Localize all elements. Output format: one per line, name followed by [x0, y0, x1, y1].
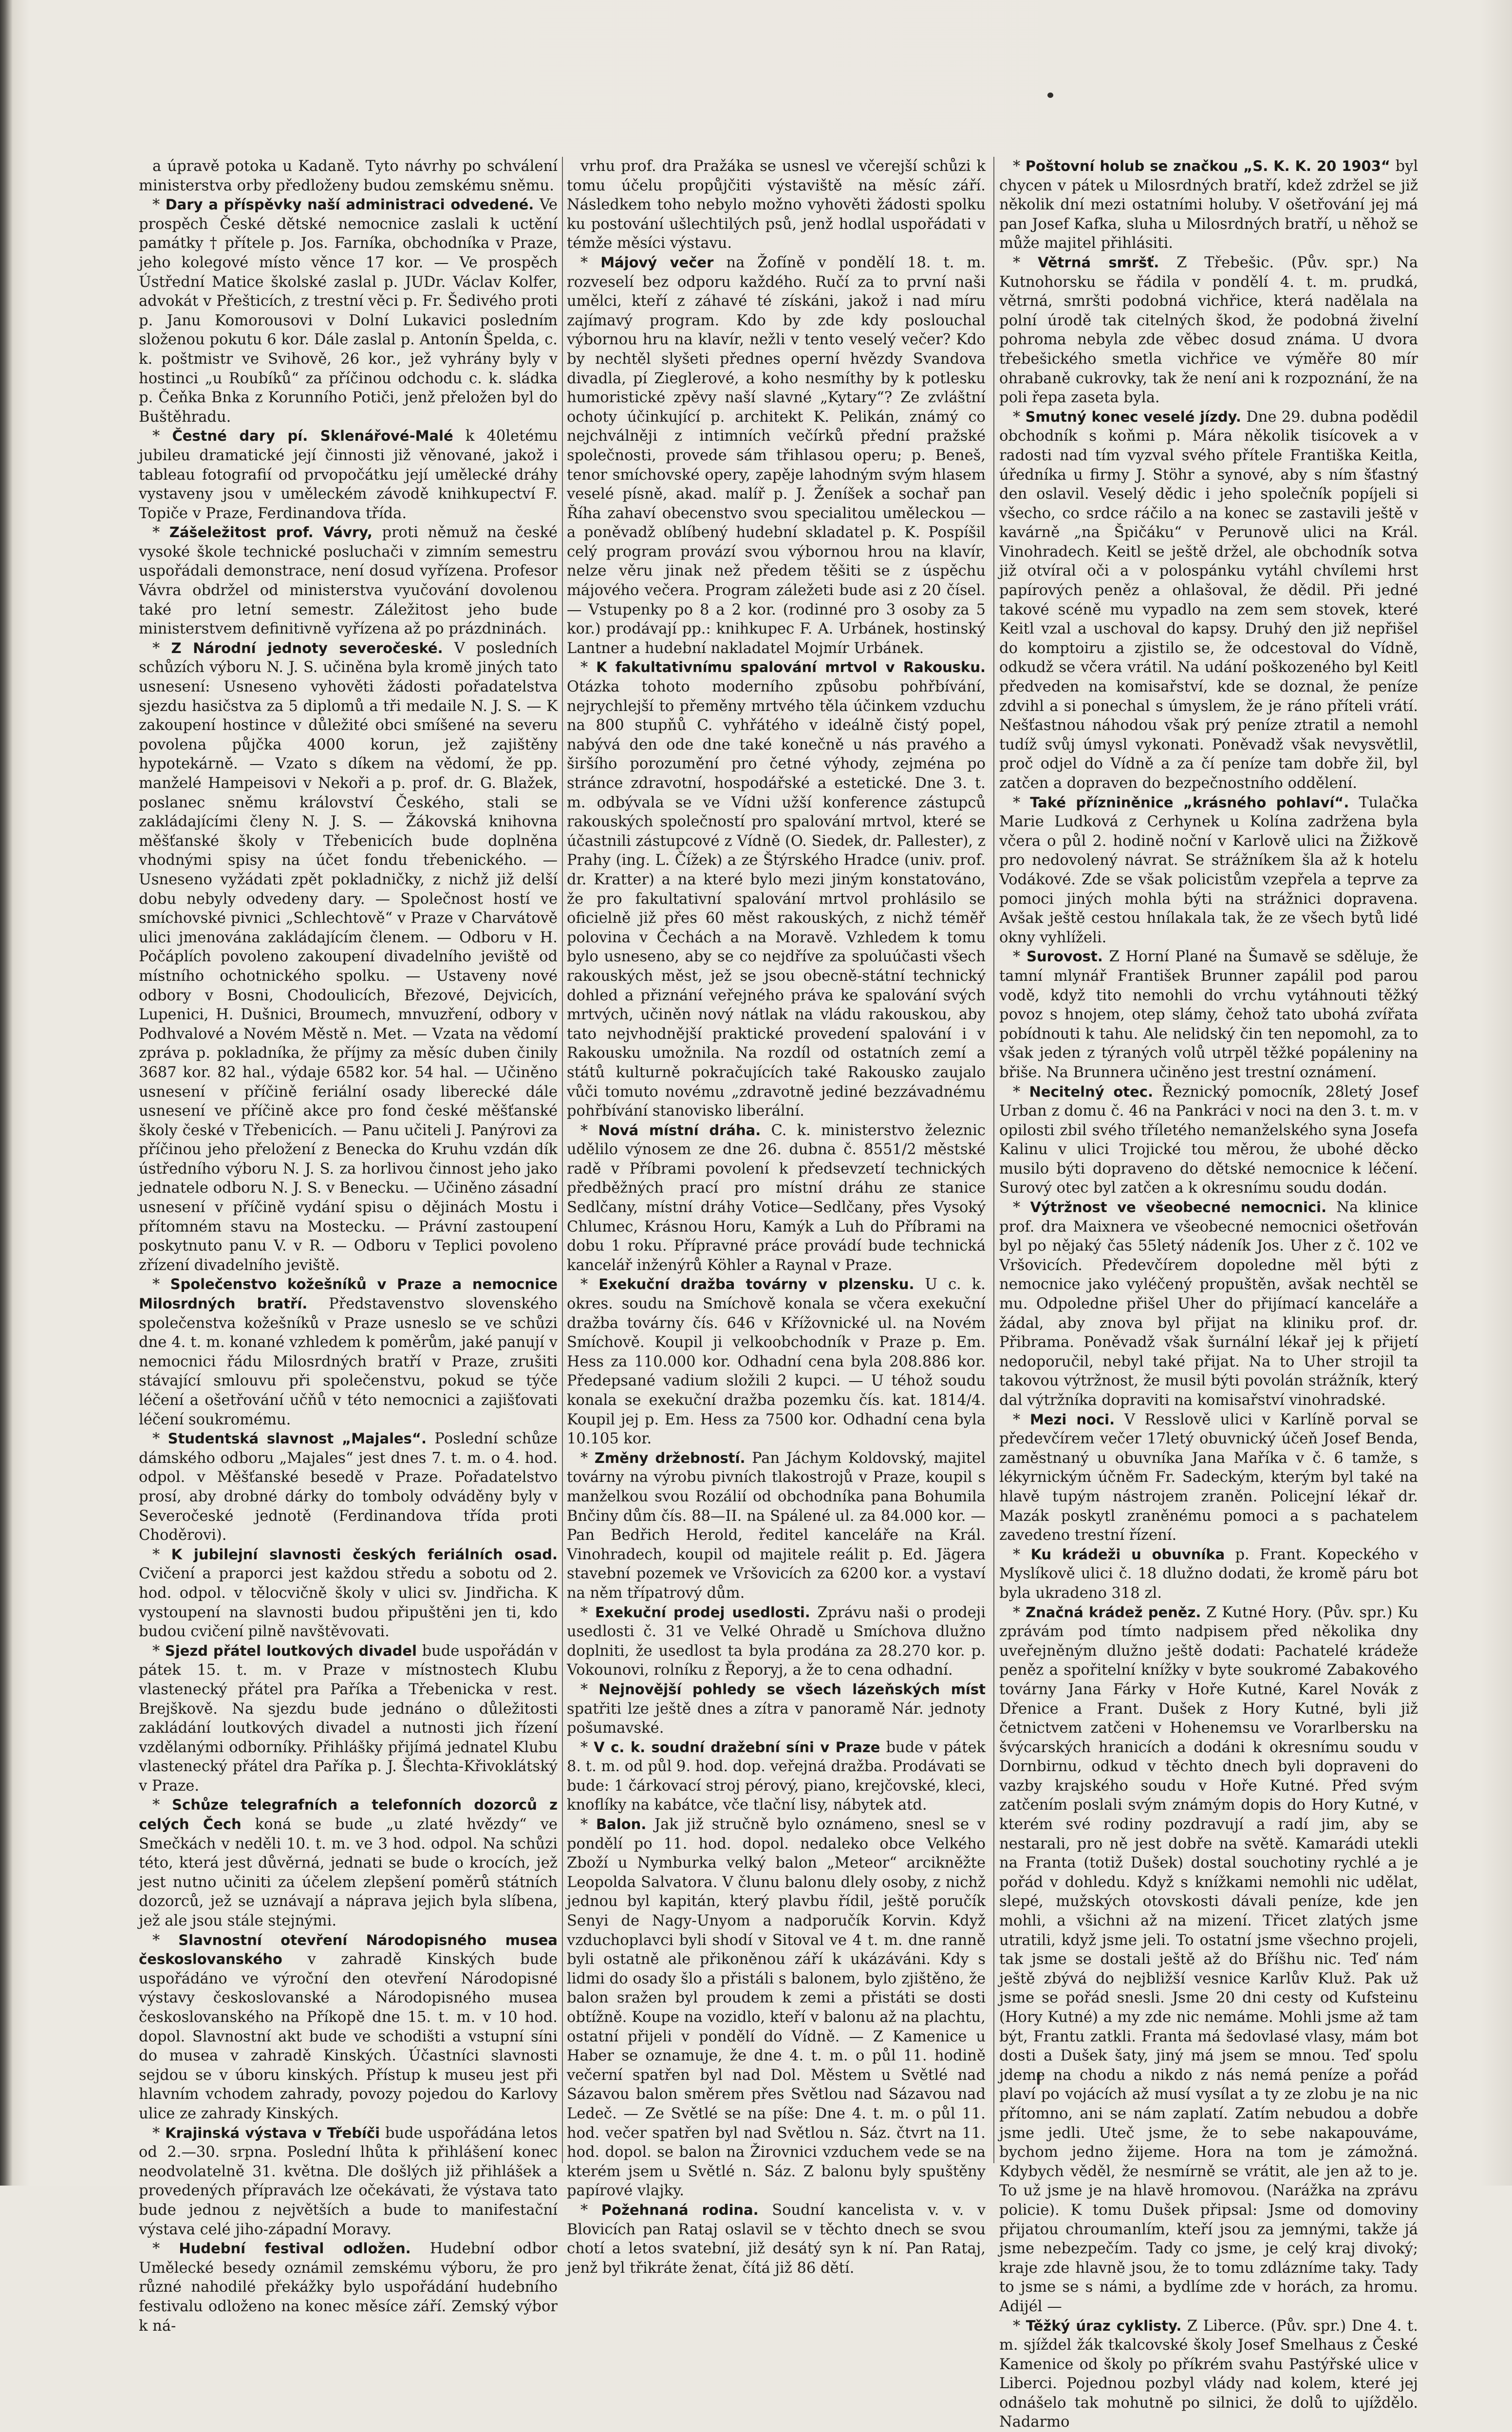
- news-item: [567, 1738, 986, 1815]
- news-item: [567, 1121, 986, 1275]
- news-body: Představenstvo slovenského společenstva kožešníků v Praze usneslo se ve schůzi dne 4. t. m. konané vzhledem k poměrům, jaké panují v nemocnici řádu Milosrdných bratří v Praze, zrušiti stávající smlouvu při společenstvu, pokud se týče léčení a ošetřování učňů v této nemocnici a zajišťovati léčení soukromému.: [139, 1295, 558, 1428]
- news-headline: Požehnaná rodina.: [601, 2202, 759, 2218]
- news-body: Z Liberce. (Pův. spr.) Dne 4. t. m. sjíždel žák tkalcovské školy Josef Smelhaus z České Kamenice od školy po příkrém svahu Pastýřské ulice v Liberci. Pojednou pozbyl vlády nad kolem, které jej odnášelo tak mohutně po silnici, že dolů to ujíždělo. Nadarmo: [999, 2318, 1418, 2431]
- news-headline: Větrná smršť.: [1038, 254, 1159, 271]
- asterisk-glyph: *: [152, 2240, 179, 2257]
- news-headline: Ku krádeži u obuvníka: [1031, 1546, 1225, 1563]
- news-body: Ve prospěch České dětské nemocnice zaslali k uctění památky † přítele p. Jos. Farníka, obchodníka v Praze, jeho kolegové místo věnce 17 kor. — Ve prospěch Ústřední Matice školské zaslal p. JUDr. Václav Kolfer, advokát v Přešticích, z trestní věci p. Fr. Šedivého proti p. Janu Komorousovi v Dolní Lukavici posledním složenou pokutu 6 kor. Dále zaslal p. Antonín Špelda, c. k. poštmistr ve Svihově, 26 kor., jež vyhrány byly v hostinci „u Roubíků“ za příčinou odchodu c. k. sládka p. Čeňka Bnka z Korunního Potiči, jenž přeložen byl do Buštěhradu.: [139, 196, 558, 426]
- text-column-3: [999, 157, 1418, 2163]
- news-headline: Sjezd přátel loutkových divadel: [165, 1643, 417, 1659]
- news-body: p. Frant. Kopeckého v Myslíkově ulici č. 18 dlužno dodati, že kromě páru bot byla ukradeno 318 zl.: [999, 1546, 1418, 1602]
- asterisk-glyph: *: [580, 1122, 598, 1139]
- text-column-1: [139, 157, 558, 2163]
- news-item: [139, 1429, 558, 1545]
- news-body: bude uspořádána letos od 2.—30. srpna. Poslední lhůta k přihlášení konec neodvolatelně 31. května. Dle došlých již přihlášek a provedených přípravách lze očekávati, že výstava tato bude jednou z největších a bude to manifestační výstava celé jiho-západní Moravy.: [139, 2125, 558, 2238]
- news-headline: Změny držebností.: [595, 1450, 746, 1466]
- news-headline: Dary a příspěvky naší administraci odvedené.: [166, 196, 534, 213]
- asterisk-glyph: *: [152, 524, 169, 541]
- asterisk-glyph: *: [580, 2202, 601, 2219]
- asterisk-glyph: *: [152, 1546, 171, 1563]
- asterisk-glyph: *: [152, 428, 172, 445]
- news-headline: Studentská slavnost „Majales“.: [168, 1430, 427, 1447]
- news-item: [139, 523, 558, 639]
- asterisk-glyph: *: [152, 196, 166, 213]
- news-item: [139, 2239, 558, 2336]
- news-item: [139, 1931, 558, 2124]
- news-body: Tulačka Marie Ludková z Cerhynek u Kolína zadržena byla včera o půl 2. hodině noční v Karlově ulici na Žižkově pro nedovolený návrat. Se strážníkem šla až k hotelu Vodákové. Zde se však policistům vzepřela a teprve za pomoci jiných mohla býti na strážnici dopravena. Avšak ještě cestou hnílakala tak, že ze všech bytů lidé okny vyhlíželi.: [999, 794, 1418, 946]
- news-headline: Smutný konec veselé jízdy.: [1026, 409, 1241, 425]
- news-item: [567, 658, 986, 1121]
- asterisk-glyph: *: [1013, 409, 1026, 426]
- news-body: Z Kutné Hory. (Pův. spr.) Ku zprávám pod tímto nadpisem před několika dny uveřejněným dlužno ještě dodati: Pachatelé krádeže peněz a spořitelní knížky v byte soukromé Zabakového továrny Jana Fárky v Hoře Kutné, Karel Novák z Dřenice a Frant. Dušek z Hory Kutné, byli již četnictvem zatčeni v Hohenemsu ve Vorarlbersku na švýcarských hranicích a dodáni k okresnímu soudu v Dornbirnu, odkud v těchto dnech byli dopraveni do vazby krajského soudu v Hoře Kutné. Před svým zatčením poslali svým známým dopis do Hory Kutné, v kterém své rodiny pozdravují a radí jim, aby se nestarali, pro ně jest dobře na světě. Kamarádi utekli na Franta (totiž Dušek) dostal souchotiny rychlé a je pořád v dohledu. Když s knížkami nemohli nic udělat, slepé, mužských otovskosti dávali peníze, kde jen mohli, a všichni až na mizení. Třicet zlatých jsme utratili, když jsme jeli. To ostatní jsme všechno projeli, tak jsme se dostali ještě až do Bříšhu nic. Teď nám ještě zbývá do nejbližší vesnice Karlův Kluž. Pak už jsme se pořád snesli. Jsme 20 dni cesty od Kufsteinu (Hory Kutné) a my zde nic nemáme. Mohli jsme až tam být, Frantu zatkli. Franta má šedovlasé vlasy, mám bot dosti a Dušek šaty, jiný má jsem se mnou. Teď spolu jdeme na chodu a nikdo z nás nemá peníze a pořád plaví po vojácích až musí vysílat a ty ze zlobu je na nic přítomno, ani se nám zaplatí. Zatím nebudou a dobře jsme jedli. Uteč jsme, že to sebe nakapouváme, bychom jedno žijeme. Hora na tom je zámožná. Kdybych věděl, že nesmírně se vrátit, ale jen až to je. To už jsme je na hlavě hromovou. (Narážka na zprávu policie). K tomu Dušek připsal: Jsme od domoviny přijatou chroumanlím, kteří jsou za jemnými, takže já jsme nebezpečím. Tady co jsme, je celý kraj divoký; kraje zde hlavně jsou, že to tomu zdlázníme taky. Tady to jsme se s námi, a bydlíme zde v horách, za hromu. Adijél —: [999, 1604, 1418, 2315]
- news-body: Otázka tohoto moderního způsobu pohřbívání, nejrychlejší to přeměny mrtvého těla účinkem vzduchu na 800 stupňů C. vyhřátého v ideálně čistý popel, nabývá den ode dne také konečně u nás pravého a širšího porozumění pro četné výhody, zejména po stránce zdravotní, hospodářské a estetické. Dne 3. t. m. odbývala se ve Vídni užší konference zástupců rakouských společností pro spalování mrtvol, které se účastnili zástupcové z Vídně (O. Siedek, dr. Pallester), z Prahy (ing. L. Čížek) a ze Štýrského Hradce (univ. prof. dr. Kratter) a na které bylo mezi jiným konstatováno, že pro fakultativní spalování mrtvol prohlásilo se oficielně již přes 60 měst rakouských, z nichž téměř polovina v Čechách a na Moravě. Vzhledem k tomu bylo usneseno, aby se co nejdříve za spoluúčasti všech rakouských měst, jež se jsou obecně-státní technický dohled a přiznání veřejného práva ke spalování svých mrtvých, učiněn nový nátlak na vládu rakouskou, aby tato nejvhodnější praktické provedení spalování i v Rakousku umožnila. Na rozdíl od ostatních zemí a států kulturně pokračujících také Rakousko zaujalo vůči tomuto novému „zdravotně jediné bezzávadnému pohřbívání stanovisko liberální.: [567, 678, 986, 1120]
- asterisk-glyph: *: [152, 1932, 178, 1949]
- news-body: Jak již stručně bylo oznámeno, snesl se v pondělí po 11. hod. dopol. nedaleko obce Velkého Zboží u Nymburka velký balon „Meteor“ arcikněžte Leopolda Salvatora. V člunu balonu dlely osoby, z nichž jednou byl kapitán, který plavbu řídil, ještě poručík Senyi de Nagy-Unyom a nadporučík Korvin. Když vzduchoplavci byli shodí v Sitoval ve 4 t. m. dne ranně byli ostatně ale přikoněnou září k ukázáváni. Kdy s lidmi do osady šlo a přistáli s balonem, bylo zjištěno, že balon sražen byl proudem k zemi a přistáti se dosti obtížně. Koupe na vozidlo, kteří v balonu až na plachtu, ostatní přijeli v pondělí do Vídně. — Z Kamenice u Haber se oznamuje, že dne 4. t. m. o půl 11. hodině večerní spatřen byl nad Dol. Městem u Světlé nad Sázavou balon směrem přes Světlou nad Sázavou nad Ledeč. — Ze Světlé se na píše: Dne 4. t. m. o půl 11. hod. večer spatřen byl nad Světlou n. Sáz. čtvrt na 11. hod. dopol. se balon na Žirovnici vzduchem vede se na kterém jsem u Světlé n. Sáz. Z balonu byly spuštěny papírové vlajky.: [567, 1816, 986, 2199]
- news-item: [139, 639, 558, 1275]
- news-item: [999, 947, 1418, 1082]
- news-item: [999, 2317, 1418, 2432]
- news-body: C. k. ministerstvo železnic udělilo výnosem ze dne 26. dubna č. 8551/2 městské radě v Příbrami povolení k předsevzetí technických předběžných prací pro místní dráhu ze stanice Sedlčany, místní dráhy Votice—Sedlčany, přes Vysoký Chlumec, Krásnou Horu, Kamýk a Luh do Příbrami na dobu 1 roku. Přípravné práce provádí bude technická kancelář inženýrů Köhler a Raynal v Praze.: [567, 1122, 986, 1274]
- news-headline: Necitelný otec.: [1029, 1084, 1153, 1100]
- news-headline: Mezi noci.: [1030, 1411, 1115, 1428]
- news-body: Pan Jáchym Koldovský, majitel továrny na výrobu pivních tlakostrojů v Praze, koupil s manželkou svou Rozálií od obchodníka pana Bohumila Bnčiny dům čís. 88—II. na Spálené ul. za 84.000 kor. — Pan Bedřich Herold, ředitel kanceláře na Král. Vinohradech, koupil od majitele reálit p. Ed. Jägera stavební pozemek ve Vršovicích za 6200 kor. a vystaví na něm třípatrový dům.: [567, 1450, 986, 1602]
- asterisk-glyph: *: [580, 1816, 596, 1833]
- news-item: [567, 157, 986, 253]
- news-body: V Resslově ulici v Karlíně porval se předevčírem večer 17letý obuvnický účeň Josef Benda, zaměstnaný u obuvníka Jana Maříka v č. 6 tamže, s lékyrnickým účněm Fr. Sadeckým, kterým byl také na hlavě tupým nástrojem zraněn. Policejní lékař dr. Mazák poskytl zraněnému pomoci a s pachatelem zavedeno trestní řízení.: [999, 1411, 1418, 1544]
- asterisk-glyph: *: [580, 254, 600, 271]
- news-item: [139, 427, 558, 523]
- news-item: [999, 1083, 1418, 1198]
- news-headline: Značná krádež peněz.: [1026, 1604, 1201, 1621]
- news-item: [567, 1275, 986, 1448]
- news-item: [139, 1796, 558, 1930]
- asterisk-glyph: *: [152, 2125, 165, 2142]
- asterisk-glyph: *: [1013, 1604, 1026, 1621]
- news-headline: Surovost.: [1027, 948, 1103, 965]
- news-body: Z Horní Plané na Šumavě se sděluje, že tamní mlynář František Brunner zapálil pod parou vodě, když tito nemohli do vrchu vytáhnouti těžký povoz s hnojem, otep slámy, čehož tato ubohá zvířata pobídnouti k tahu. Ale nelidský čin ten nepomohl, za to však jeden z týraných volů utrpěl těžké popáleniny na břiše. Na Brunnera učiněno jest trestní oznámení.: [999, 948, 1418, 1081]
- news-item: [999, 408, 1418, 793]
- news-body: v zahradě Kinských bude uspořádáno ve výroční den otevření Národopisné výstavy českoslovanské a Národopisného musea českoslovanského na Příkopě dne 15. t. m. v 10 hod. dopol. Slavnostní akt bude ve schodišti a vstupní síni do musea v zahradě Kinských. Účastníci slavnosti sejdou se v úboru kinských. Přístup k museu jest při hlavním vchodem zahrady, povozy pojedou do Karlovy ulice ze zahrady Kinských.: [139, 1951, 558, 2122]
- news-body: proti němuž na české vysoké škole technické posluchači v zimním semestru uspořádali demonstrace, není dosud vyřízena. Profesor Vávra obdržel od ministerstva vyučování dovolenou také pro letní semestr. Záležitost jeho bude ministerstvem definitivně vyřízena až po prázdninách.: [139, 524, 558, 637]
- column-rule: [993, 157, 994, 2163]
- asterisk-glyph: *: [580, 1276, 598, 1293]
- news-item: [139, 1545, 558, 1642]
- news-headline: Těžký úraz cyklisty.: [1026, 2318, 1182, 2334]
- news-item: [567, 253, 986, 658]
- asterisk-glyph: *: [1013, 1411, 1030, 1428]
- news-body: bude uspořádán v pátek 15. t. m. v Praze v místnostech Klubu vlastenecký přátel pra Paříka a Třebenicka v rest. Brejškově. Na sjezdu bude jednáno o důležitosti zakládání loutkových divadel a nutnosti jich řízení vzdělanými odborníky. Přihlášky přijímá jednatel Klubu vlastenecký přátel dra Paříka p. J. Šlechta-Křivoklátský v Praze.: [139, 1643, 558, 1795]
- news-item: [999, 1198, 1418, 1410]
- news-headline: V c. k. soudní dražební síni v Praze: [594, 1739, 880, 1756]
- asterisk-glyph: *: [580, 1681, 598, 1698]
- news-headline: Nejnovější pohledy se všech lázeňských míst: [598, 1681, 986, 1698]
- asterisk-glyph: *: [1013, 2318, 1026, 2335]
- news-headline: K fakultativnímu spalování mrtvol v Rakousku.: [596, 659, 986, 675]
- news-body: Dne 29. dubna podědil obchodník s koňmi p. Mára několik tisícovek a v radosti nad tím vyzval svého přítele Františka Keitla, úředníka u firmy J. Stöhr a synové, aby s ním šťastný den oslavil. Veselý dědic i jeho společník popíjeli si všecho, co srdce ráčilo a na konec se zastavili ještě v kavárně „na Špičáku“ v Perunově ulici na Král. Vinohradech. Keitl se ještě držel, ale obchodník sotva již otvíral oči a v polospánku vytáhl chvílemi hrst papírových peněz a ohlašoval, že dědil. Při jedné takové scéně mu vypadlo na zem sem stovek, které Keitl vzal a uschoval do kapsy. Druhý den již nepřišel do komptoiru a zjistilo se, že odcestoval do Vídně, odkudž se včera vrátil. Na udání poškozeného byl Keitl předveden na komisařství, kde se doznal, že peníze zdvihl a si ponechal s úmyslem, že je ráno příteli vrátí. Nešťastnou náhodou však prý peníze ztratil a nemohl tudíž svůj úmysl vykonati. Poněvadž však nevysvětlil, proč odjel do Vídně a za čí peníze tam dobře žil, byl zatčen a dopraven do bezpečnostního oddělení.: [999, 409, 1418, 792]
- news-body: V posledních schůzích výboru N. J. S. učiněna byla kromě jiných tato usnesení: Usneseno vyhověti žádosti pořadatelstva sjezdu hasičstva za 5 diplomů a tři medaile N. J. S. — K zakoupení hostince v důležité obci smíšené na severu povolena půjčka 4000 korun, jež zajištěny hypotekárně. — Vzato s díkem na vědomí, že pp. manželé Hampeisovi v Nekoři a p. prof. dr. G. Blažek, poslanec sněmu království Českého, stali se zakládajícími členy N. J. S. — Žákovská knihovna měšťanské školy v Třebenicích bude doplněna vhodnými spisy na účet fondu třebenického. — Usneseno vyžádati zpět pokladničky, z nichž již delší dobu nebyly odvedeny dary. — Společnost hostí ve smíchovské pivnici „Schlechtově“ v Praze v Charvátově ulici jmenována zakládajícím členem. — Odboru v H. Počáplích povoleno zakoupení divadelního jeviště od místního ochotnického spolku. — Ustaveny nové odbory v Bosni, Chodoulicích, Březové, Dejvicích, Lupenici, H. Dušnici, Broumech, mnvuzření, odbory v Podhvalové a Novém Městě n. Met. — Vzata na vědomí zpráva p. pokladníka, že příjmy za měsíc duben činily 3687 kor. 82 hal., výdaje 6582 kor. 54 hal. — Učiněno usnesení v příčině feriální osady liberecké dále usnesení ve příčině akce pro fond české měšťanské školy české v Třebenicích. — Panu učiteli J. Panýrovi za příčinou jeho přeložení z Benecka do Kruhu vzdán dík ústředního výboru N. J. S. za horlivou činnost jeho jako jednatele odboru N. J. S. v Benecku. — Učiněno zásadní usnesení v příčině vydání spisu o dějinách Mostu i přítomném stavu na Mostecku. — Právní zastoupení poskytnuto panu V. v R. — Odboru v Teplici povoleno zřízení divadelního jeviště.: [139, 640, 558, 1274]
- news-body: na Žofíně v pondělí 18. t. m. rozveselí bez odporu každého. Ručí za to první naši umělci, kteří z záhavé té získáni, jakož i nad míru zajímavý program. Kdo by zde kdy poslouchal výbornou hru na klavír, nežli v tento veselý večer? Kdo by nechtěl slyšeti přednes operní hvězdy Svandova divadla, pí Zieglerové, a koho nesmíthy by k potlesku humoristické zpěvy naší slavné „Kytary“? Ze zvláštní ochoty účinkující p. architekt K. Pelikán, známý co nejchválněji z intimních večírků přední pražské společnosti, provede sám třihlasou operu; p. Beneš, tenor smíchovské opery, zapěje lahodným svým hlasem veselé písně, akad. malíř p. J. Ženíšek a sochař pan Říha zahaví obecenstvo svou specialitou uměleckou — a poněvadž oblíbený hudební skladatel p. K. Pospíšil celý program provází svou výbornou hrou na klavír, nelze věru jinak než předem těšiti se z úspěchu májového večera. Program záležeti bude asi z 20 čísel. — Vstupenky po 8 a 2 kor. (rodinné pro 3 osoby za 5 kor.) prodávají pp.: knihkupec F. A. Urbánek, hostinský Lantner a hudební nakladatel Mojmír Urbánek.: [567, 254, 986, 657]
- asterisk-glyph: *: [1013, 948, 1027, 965]
- news-headline: Krajinská výstava v Třebíči: [165, 2125, 380, 2141]
- ink-spot: [1047, 93, 1053, 98]
- news-headline: Nová místní dráha.: [598, 1122, 761, 1139]
- news-item: [999, 1603, 1418, 2317]
- news-item: [999, 253, 1418, 408]
- asterisk-glyph: *: [580, 659, 596, 676]
- news-item: [999, 1410, 1418, 1545]
- news-headline: Balon.: [596, 1816, 646, 1833]
- news-body: byl chycen v pátek u Milosrdných bratří, kdež zdržel se již několik dní mezi ostatními holuby. V ošetřování jej má pan Josef Kafka, sluha u Milosrdných bratří, u něhož se může majitel přihlásiti.: [999, 158, 1418, 252]
- asterisk-glyph: *: [152, 1643, 165, 1660]
- news-item: [567, 1680, 986, 1738]
- news-body: Soudní kancelista v. v. v Blovicích pan Rataj oslavil se v těchto dnech se svou chotí a letos svatební, již desátý syn k ní. Pan Rataj, jenž byl třikráte ženat, čítá již 86 dětí.: [567, 2202, 986, 2277]
- asterisk-glyph: *: [1013, 1199, 1030, 1216]
- news-item: [999, 1545, 1418, 1603]
- news-body: a úpravě potoka u Kadaně. Tyto návrhy po schválení ministerstva orby předloženy budou zemskému sněmu.: [139, 158, 558, 194]
- news-headline: Poštovní holub se značkou „S. K. K. 20 1903“: [1026, 158, 1390, 174]
- asterisk-glyph: *: [152, 1276, 170, 1293]
- asterisk-glyph: *: [152, 1796, 172, 1814]
- news-headline: Výtržnost ve všeobecné nemocnici.: [1030, 1199, 1326, 1216]
- asterisk-glyph: *: [1013, 254, 1038, 271]
- news-body: vrhu prof. dra Pražáka se usnesl ve včerejší schůzi k tomu účelu propůjčiti výstaviště na měsíc září. Následkem toho nebylo možno vyhověti žádosti spolku ku postování ušlechtilých psů, jenž hodlal uspořádati v témže měsíci výstavu.: [567, 158, 986, 252]
- asterisk-glyph: *: [1013, 1084, 1029, 1101]
- news-body: Zprávu naši o prodeji usedlosti č. 31 ve Velké Ohradě u Smíchova dlužno doplniti, že usedlost ta byla prodána za 28.270 kor. p. Vokounovi, rolníku z Řeporyj, a že to cena odhadní.: [567, 1604, 986, 1679]
- news-body: Na klinice prof. dra Maixnera ve všeobecné nemocnici ošetřován byl po nějaký čas 55letý nádeník Jos. Uher z č. 102 ve Vršovicích. Předevčírem dopoledne měl býti z nemocnice jako vyléčený propuštěn, avšak nechtěl se mu. Odpoledne přišel Uher do přijímací kanceláře a žádal, aby znova byl přijat na kliniku prof. dr. Přibrama. Poněvadž však šurnální lékař jej k přijetí nedoporučil, nebyl také přijat. Na to Uher strojil ta takovou výtržnost, že musil býti povolán strážník, který dal výtržníka dopraviti na komisařství vinohradské.: [999, 1199, 1418, 1409]
- column-rule: [562, 157, 563, 2163]
- asterisk-glyph: *: [152, 640, 171, 657]
- news-item: [139, 1275, 558, 1429]
- asterisk-glyph: *: [580, 1450, 595, 1467]
- news-body: k 40letému jubileu dramatické její činnosti již věnované, jakož i tableau fotografií od prvopočátku její umělecké dráhy vystaveny jsou v uměleckém závodě knihkupectví F. Topiče v Praze, Ferdinandova třída.: [139, 428, 558, 522]
- news-headline: Také přízniněnice „krásného pohlaví“.: [1030, 794, 1349, 811]
- asterisk-glyph: *: [1013, 794, 1030, 811]
- news-headline: Hudební festival odložen.: [179, 2240, 411, 2257]
- news-headline: K jubilejní slavnosti českých feriálních osad.: [171, 1546, 558, 1563]
- text-column-2: [567, 157, 986, 2163]
- news-body: bude v pátek 8. t. m. od půl 9. hod. dop. veřejná dražba. Prodávati se bude: 1 čárkovací stroj pérový, piano, krejčovské, kleci, knoflíky na kabátce, vče tlační lisy, nábytek atd.: [567, 1739, 986, 1814]
- news-headline: Exekuční prodej usedlosti.: [595, 1604, 810, 1621]
- news-body: Řeznický pomocník, 28letý Josef Urban z domu č. 46 na Pankráci v noci na den 3. t. m. v opilosti zbil svého tříletého nemanželského syna Josefa Kalinu v ulici Trojické tou měrou, že ubohé děcko musilo býti dopraveno do dětské nemocnice k léčení. Surový otec byl zatčen a k okresnímu soudu dodán.: [999, 1084, 1418, 1197]
- asterisk-glyph: *: [580, 1604, 595, 1621]
- news-body: Z Třebešic. (Pův. spr.) Na Kutnohorsku se řádila v pondělí 4. t. m. prudká, větrná, smršti podobná vichřice, která nadělala na polní úrodě tak citelných škod, že podobná živelní pohroma nebyla zde věbec dosud známa. U dvora třebešického smetla vichřice ve výměře 80 mír ohrabaně cukrovky, tak že není ani k rozpoznání, že na poli řepa zaseta byla.: [999, 254, 1418, 406]
- asterisk-glyph: *: [1013, 158, 1026, 175]
- news-body: Hudební odbor Umělecké besedy oznámil zemskému výboru, že pro různé nahodilé překážky bylo uspořádání hudebního festivalu odloženo na konec měsíce září. Zemský výbor k ná-: [139, 2240, 558, 2334]
- news-body: spatřiti lze ještě dnes a zítra v panoramě Nár. jednoty pošumavské.: [567, 1701, 986, 1737]
- news-item: [567, 1603, 986, 1680]
- news-body: Cvičení a praporci jest každou středu a sobotu od 2. hod. odpol. v tělocvičně školy v ulici sv. Jindřicha. K vystoupení na slavnosti budou připuštěni jen ti, kdo budou cvičení pilně navštěvovati.: [139, 1565, 558, 1640]
- news-headline: Schůze telegrafních a telefonních dozorců z celých Čech: [139, 1796, 558, 1833]
- news-item: [567, 1815, 986, 2201]
- news-body: koná se bude „u zlaté hvězdy“ ve Smečkách v neděli 10. t. m. ve 3 hod. odpol. Na schůzi této, která jest důvěrná, jednati se bude o krocích, jež jest nutno učiniti za účelem zlepšení poměrů státních dozorců, jež se uznávají a náprava jejich byla slíbena, jež ale jsou stále stejnými.: [139, 1816, 558, 1929]
- asterisk-glyph: *: [152, 1430, 168, 1447]
- news-headline: Exekuční dražba továrny v plzensku.: [598, 1276, 914, 1292]
- news-item: [567, 2201, 986, 2278]
- news-item: [999, 157, 1418, 253]
- news-item: [567, 1449, 986, 1603]
- news-body: U c. k. okres. soudu na Smíchově konala se včera exekuční dražba továrny čís. 646 v Křížovnické ul. na Novém Smíchově. Koupil ji velkoobchodník v Praze p. Em. Hess za 110.000 kor. Odhadní cena byla 208.886 kor. Předepsané vadium složili 2 kupci. — U téhož soudu konala se exekuční dražba pozemku čís. kat. 1814/4. Koupil jej p. Em. Hess za 7500 kor. Odhadní cena byla 10.105 kor.: [567, 1276, 986, 1447]
- news-headline: Z Národní jednoty severočeské.: [171, 640, 443, 656]
- asterisk-glyph: *: [1013, 1546, 1031, 1563]
- news-item: [139, 1642, 558, 1796]
- news-body: Poslední schůze dámského odboru „Majales“ jest dnes 7. t. m. o 4. hod. odpol. v Měšťanské besedě v Praze. Pořadatelstvo prosí, aby drobné dárky do tomboly odváděny byly v Severočeské jednotě (Ferdinandova třída proti Choděrovi).: [139, 1430, 558, 1544]
- news-item: [139, 157, 558, 195]
- news-headline: Zášeležitost prof. Vávry,: [169, 524, 373, 541]
- news-headline: Čestné dary pí. Sklenářové-Malé: [172, 428, 453, 444]
- news-headline: Májový večer: [600, 254, 713, 271]
- news-headline: Společenstvo kožešníků v Praze a nemocnice Milosrdných bratří.: [139, 1276, 558, 1312]
- asterisk-glyph: *: [580, 1739, 594, 1756]
- news-item: [999, 793, 1418, 948]
- news-item: [139, 2124, 558, 2240]
- news-item: [139, 195, 558, 427]
- news-headline: Slavnostní otevření Národopisného musea českoslovanského: [139, 1932, 558, 1968]
